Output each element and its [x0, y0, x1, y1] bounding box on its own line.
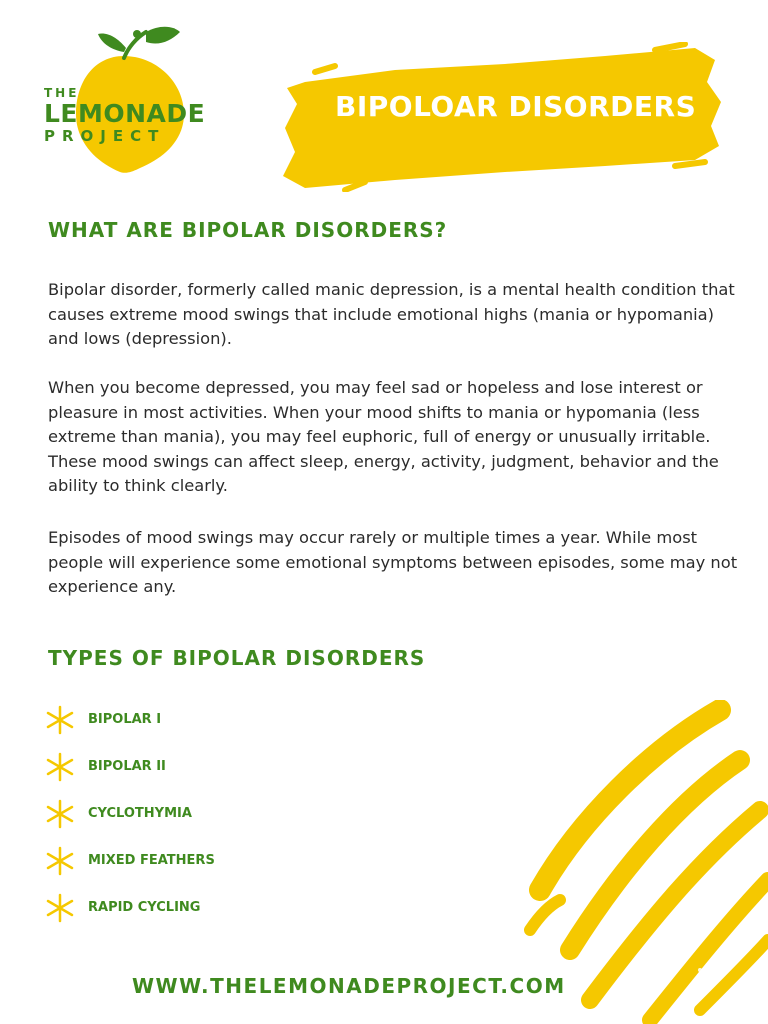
logo-line-project: PROJECT	[44, 127, 166, 145]
asterisk-bullet-icon	[44, 798, 76, 830]
list-item	[44, 696, 215, 743]
type-label: CYCLOTHYMIA	[88, 806, 192, 821]
page-title: BIPOLOAR DISORDERS	[335, 90, 697, 123]
asterisk-bullet-icon	[44, 751, 76, 783]
type-label: MIXED FEATHERS	[88, 853, 215, 868]
paragraph-1: Bipolar disorder, formerly called manic depression, is a mental health condition that causes extreme mood swings that include emotional highs (mania or hypomania) and lows (depression).	[48, 280, 735, 348]
paragraph-3: Episodes of mood swings may occur rarely or multiple times a year. While most people will experience some emotional symptoms between episodes, some may not experience any.	[48, 528, 738, 596]
asterisk-bullet-icon	[44, 704, 76, 736]
asterisk-bullet-icon	[44, 845, 76, 877]
logo-line-the: THE	[44, 86, 80, 100]
website-url[interactable]: WWW.THELEMONADEPROJECT.COM	[132, 974, 566, 998]
logo-line-lemonade: LEMONADE	[44, 99, 206, 128]
type-label: RAPID CYCLING	[88, 900, 201, 915]
section-heading-what: WHAT ARE BIPOLAR DISORDERS?	[48, 218, 448, 242]
types-list	[44, 696, 215, 931]
type-label: BIPOLAR I	[88, 712, 162, 727]
asterisk-bullet-icon	[44, 892, 76, 924]
section-heading-types: TYPES OF BIPOLAR DISORDERS	[48, 646, 426, 670]
paragraph-2: When you become depressed, you may feel sad or hopeless and lose interest or pleasure in most activities. When your mood shifts to mania or hypomania (less extreme than mania), you may feel euphoric, full of energy or unusually irritable. These mood swings can affect sleep, energy, activity, judgment, behavior and the ability to think clearly.	[48, 378, 719, 495]
list-item	[44, 884, 215, 931]
type-label: BIPOLAR II	[88, 759, 166, 774]
list-item	[44, 743, 215, 790]
list-item	[44, 790, 215, 837]
list-item	[44, 837, 215, 884]
